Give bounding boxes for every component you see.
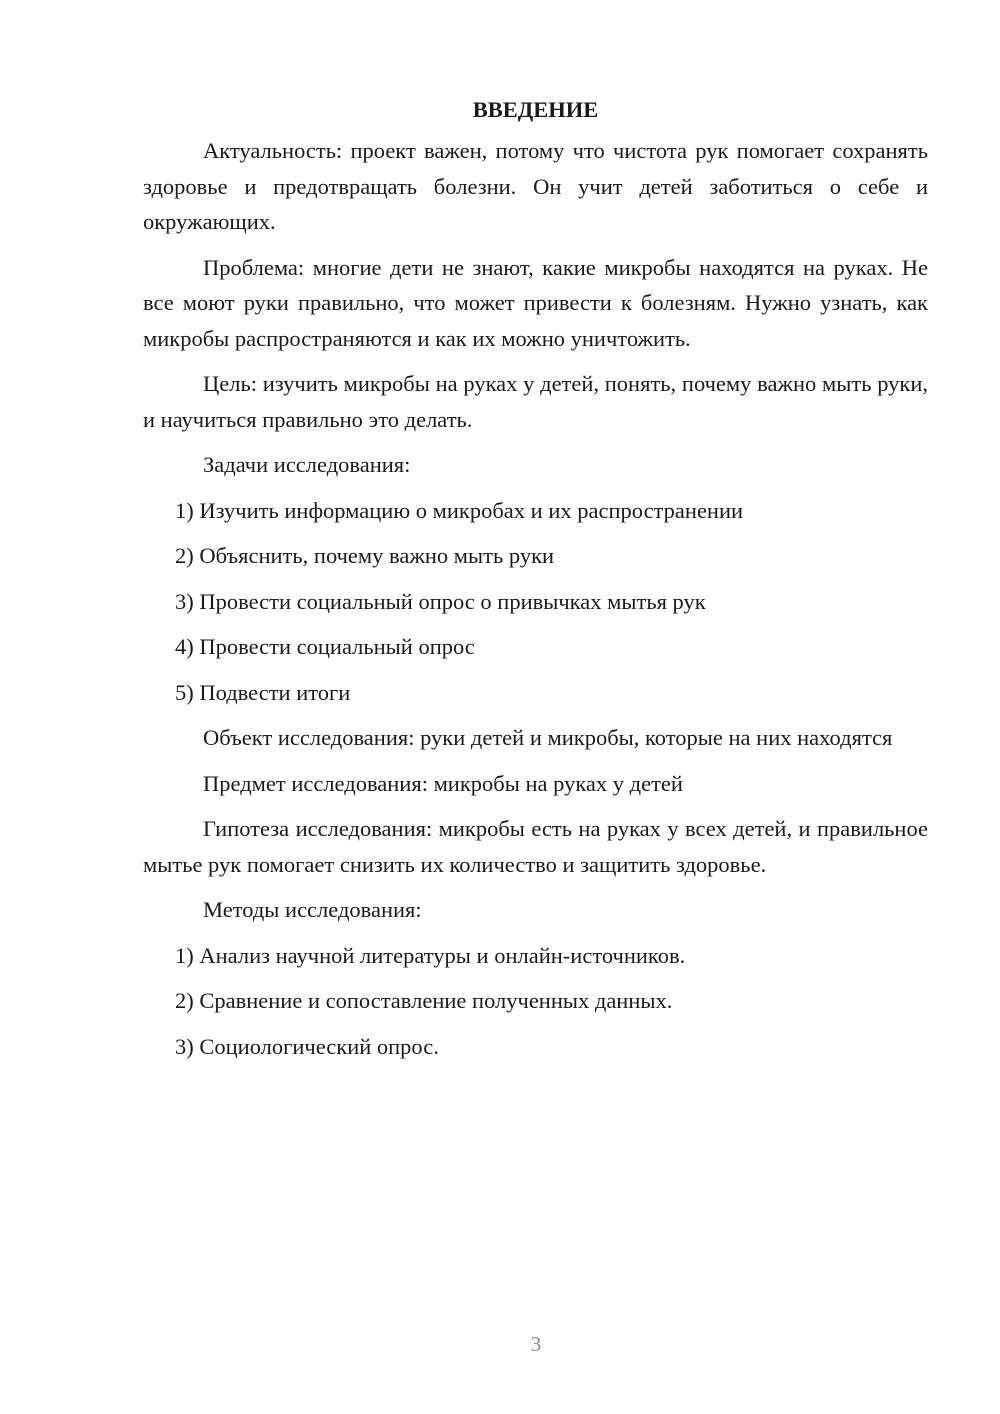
method-item: 1) Анализ научной литературы и онлайн-источников.: [175, 942, 686, 968]
task-item: 3) Провести социальный опрос о привычках мытья рук: [175, 588, 706, 614]
paragraph-subject: Предмет исследования: микробы на руках у детей: [203, 770, 683, 796]
paragraph-problem: Проблема: многие дети не знают, какие микробы находятся на руках. Не все моют руки правильно, что может привести к болезням. Нужно узнать, как микробы распространяются и как их можно уничтожить.: [143, 254, 928, 351]
paragraph-goal: Цель: изучить микробы на руках у детей, понять, почему важно мыть руки, и научиться правильно это делать.: [143, 371, 928, 432]
paragraph-object: Объект исследования: руки детей и микробы, которые на них находятся: [203, 725, 893, 750]
page-number: 3: [530, 1332, 542, 1356]
task-item: 5) Подвести итоги: [175, 679, 351, 705]
page-heading: ВВЕДЕНИЕ: [472, 97, 599, 122]
paragraph-hypothesis: Гипотеза исследования: микробы есть на руках у всех детей, и правильное мытье рук помогает снизить их количество и защитить здоровье.: [143, 816, 928, 877]
task-item: 4) Провести социальный опрос: [175, 634, 475, 659]
method-item: 2) Сравнение и сопоставление полученных данных.: [175, 988, 673, 1013]
methods-title: Методы исследования:: [203, 897, 422, 922]
task-item: 2) Объяснить, почему важно мыть руки: [175, 543, 555, 568]
tasks-title: Задачи исследования:: [203, 452, 411, 477]
method-item: 3) Социологический опрос.: [175, 1033, 439, 1059]
page-content: [143, 92, 928, 1064]
task-item: 1) Изучить информацию о микробах и их распространении: [175, 497, 744, 523]
paragraph-relevance: Актуальность: проект важен, потому что чистота рук помогает сохранять здоровье и предотвращать болезни. Он учит детей заботиться о себе и окружающих.: [143, 138, 928, 234]
